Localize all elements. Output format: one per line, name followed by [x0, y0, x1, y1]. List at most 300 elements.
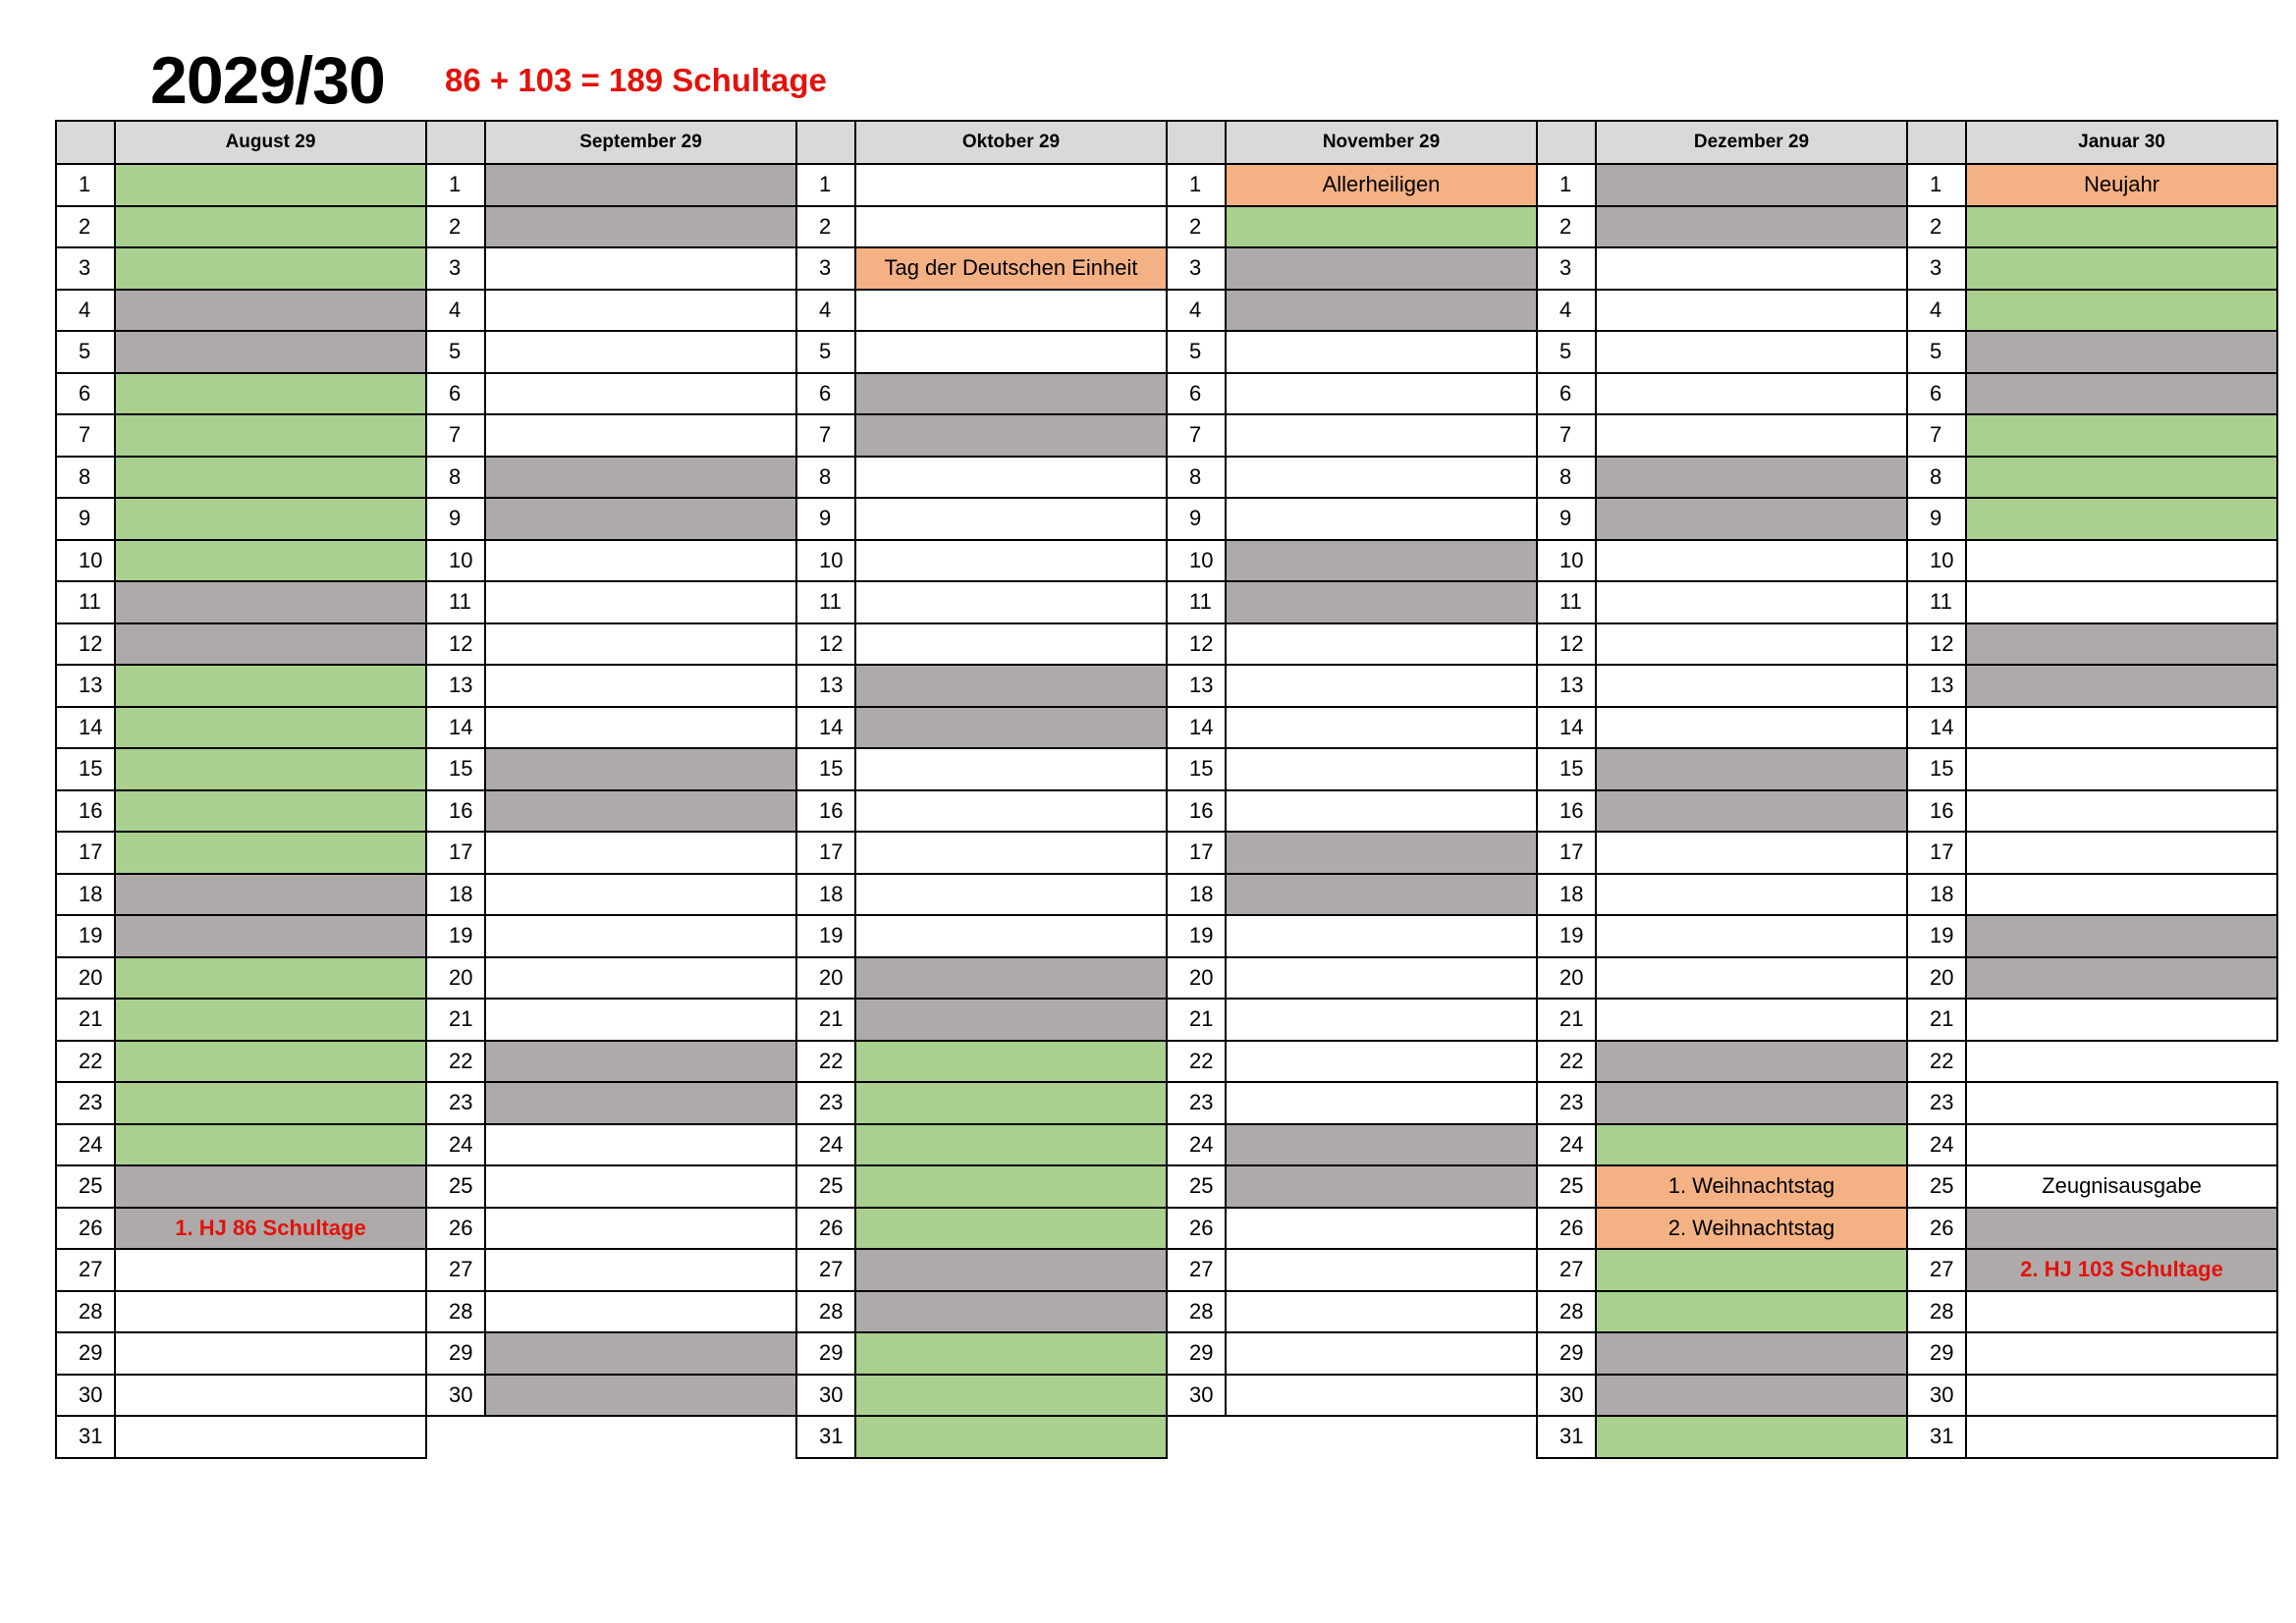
day-number: 3: [1166, 246, 1227, 291]
day-cell: [114, 1040, 427, 1084]
day-number: 22: [795, 1040, 856, 1084]
day-cell: [1595, 205, 1908, 249]
day-cell: [1595, 1123, 1908, 1167]
day-cell: [1225, 664, 1538, 708]
day-number: 5: [1166, 330, 1227, 374]
day-cell: [484, 873, 797, 917]
day-cell: [854, 1415, 1168, 1459]
day-number: 20: [425, 956, 486, 1001]
day-number: 18: [795, 873, 856, 917]
day-cell: [1225, 539, 1538, 583]
day-cell: [484, 413, 797, 458]
day-number: 10: [1906, 539, 1967, 583]
day-cell: [1965, 706, 2278, 750]
day-cell: [484, 330, 797, 374]
day-number: 27: [1166, 1248, 1227, 1292]
day-cell: [854, 330, 1168, 374]
day-cell: [114, 413, 427, 458]
day-cell: [1225, 289, 1538, 333]
day-number: 28: [795, 1290, 856, 1334]
day-number: 10: [1536, 539, 1597, 583]
day-number: 24: [1906, 1123, 1967, 1167]
day-cell: [854, 205, 1168, 249]
day-number: 31: [55, 1415, 116, 1459]
day-cell: [484, 1331, 797, 1376]
day-cell: [1595, 372, 1908, 416]
day-cell: [1595, 1081, 1908, 1125]
day-number: 25: [795, 1164, 856, 1209]
day-number: 19: [55, 914, 116, 958]
day-number: 14: [55, 706, 116, 750]
day-number: 29: [1906, 1331, 1967, 1376]
day-cell: [1225, 246, 1538, 291]
day-number: 29: [1166, 1331, 1227, 1376]
day-cell: [484, 914, 797, 958]
day-cell: [854, 372, 1168, 416]
day-number: 17: [1166, 831, 1227, 875]
day-cell: [854, 831, 1168, 875]
day-cell: [1225, 372, 1538, 416]
day-cell: [114, 664, 427, 708]
day-number: 17: [1536, 831, 1597, 875]
day-cell: [1965, 539, 2278, 583]
day-cell: [1225, 497, 1538, 541]
day-cell: [854, 163, 1168, 207]
day-cell: [114, 372, 427, 416]
month-header-number-cell: [795, 120, 856, 165]
day-number: 8: [795, 456, 856, 500]
day-cell: [854, 664, 1168, 708]
day-number: 21: [795, 998, 856, 1042]
day-number: 15: [55, 747, 116, 791]
day-number: 5: [795, 330, 856, 374]
day-number: 21: [1166, 998, 1227, 1042]
day-number: 30: [1906, 1374, 1967, 1418]
day-cell: [1595, 1331, 1908, 1376]
month-header: Januar 30: [1965, 120, 2278, 165]
day-number: 23: [425, 1081, 486, 1125]
day-number: 14: [1166, 706, 1227, 750]
day-number: 7: [1906, 413, 1967, 458]
day-number: 25: [425, 1164, 486, 1209]
day-cell: [854, 747, 1168, 791]
day-cell: [484, 289, 797, 333]
day-cell: [1965, 747, 2278, 791]
day-number: 25: [1536, 1164, 1597, 1209]
day-number: 1: [1166, 163, 1227, 207]
day-number: 6: [795, 372, 856, 416]
day-number: 20: [1906, 956, 1967, 1001]
day-cell: [1965, 1290, 2278, 1334]
day-number: 1: [425, 163, 486, 207]
day-number: 26: [1166, 1207, 1227, 1251]
day-cell: [854, 706, 1168, 750]
day-number: 18: [1536, 873, 1597, 917]
school-days-summary: 86 + 103 = 189 Schultage: [445, 62, 827, 98]
day-number: 17: [55, 831, 116, 875]
day-number: 3: [795, 246, 856, 291]
day-cell: [114, 497, 427, 541]
day-number: 12: [1166, 622, 1227, 667]
day-cell: [1595, 998, 1908, 1042]
day-number: 15: [1166, 747, 1227, 791]
day-number: 27: [795, 1248, 856, 1292]
day-cell: [484, 1123, 797, 1167]
day-cell: [114, 539, 427, 583]
day-number: 28: [1536, 1290, 1597, 1334]
day-cell: [854, 956, 1168, 1001]
day-number: 10: [795, 539, 856, 583]
day-cell: [114, 163, 427, 207]
day-number: 31: [1906, 1415, 1967, 1459]
day-number: 12: [795, 622, 856, 667]
day-cell: [854, 1290, 1168, 1334]
day-cell: [484, 163, 797, 207]
page-title: 2029/30: [150, 43, 385, 118]
day-cell: [484, 1207, 797, 1251]
day-number: 12: [425, 622, 486, 667]
day-number: 12: [1536, 622, 1597, 667]
day-number: 13: [55, 664, 116, 708]
day-cell: [854, 289, 1168, 333]
day-number: 14: [1536, 706, 1597, 750]
day-number: 27: [425, 1248, 486, 1292]
day-number: 1: [55, 163, 116, 207]
day-number: 25: [1166, 1164, 1227, 1209]
day-number: 4: [55, 289, 116, 333]
day-cell: [114, 1248, 427, 1292]
day-number: 30: [1166, 1374, 1227, 1418]
month-header-number-cell: [1906, 120, 1967, 165]
day-number: 30: [55, 1374, 116, 1418]
day-cell: [114, 706, 427, 750]
day-number: 7: [425, 413, 486, 458]
day-number: 23: [1906, 1081, 1967, 1125]
day-number: 18: [1166, 873, 1227, 917]
day-number: 2: [55, 205, 116, 249]
day-number: 27: [1536, 1248, 1597, 1292]
day-number: 27: [1906, 1248, 1967, 1292]
day-number: 24: [425, 1123, 486, 1167]
day-cell: [1965, 289, 2278, 333]
day-number: 6: [1166, 372, 1227, 416]
day-cell: [1595, 289, 1908, 333]
day-number: 13: [1536, 664, 1597, 708]
day-number: 29: [425, 1331, 486, 1376]
day-cell: [1225, 1081, 1538, 1125]
day-number: 8: [1166, 456, 1227, 500]
day-cell: [1225, 622, 1538, 667]
day-cell: [1595, 1415, 1908, 1459]
day-cell: [1595, 873, 1908, 917]
day-cell: [1595, 497, 1908, 541]
day-cell: 1. Weihnachtstag: [1595, 1164, 1908, 1209]
day-number: 14: [425, 706, 486, 750]
day-number: 14: [1906, 706, 1967, 750]
day-number: 3: [1536, 246, 1597, 291]
day-cell: 1. HJ 86 Schultage: [114, 1207, 427, 1251]
day-cell: [1965, 1123, 2278, 1167]
day-number: 30: [1536, 1374, 1597, 1418]
day-cell: [854, 1123, 1168, 1167]
month-header-number-cell: [425, 120, 486, 165]
day-cell: [1595, 330, 1908, 374]
month-header: Oktober 29: [854, 120, 1168, 165]
day-number: 5: [425, 330, 486, 374]
day-number: 22: [1906, 1040, 1967, 1084]
day-number: 8: [1536, 456, 1597, 500]
day-number: 9: [1536, 497, 1597, 541]
day-cell: [1225, 456, 1538, 500]
day-number: 2: [1166, 205, 1227, 249]
day-cell: [1595, 831, 1908, 875]
day-number: 16: [55, 789, 116, 834]
day-cell: [1595, 1374, 1908, 1418]
day-cell: [1965, 205, 2278, 249]
day-cell: [114, 1081, 427, 1125]
day-cell: [484, 246, 797, 291]
day-number: 23: [55, 1081, 116, 1125]
day-number: 7: [55, 413, 116, 458]
day-number: 5: [1906, 330, 1967, 374]
day-number: 23: [1166, 1081, 1227, 1125]
day-number: 24: [55, 1123, 116, 1167]
day-cell: [854, 1040, 1168, 1084]
month-header-number-cell: [1166, 120, 1227, 165]
day-number: 2: [1536, 205, 1597, 249]
day-cell: [1595, 163, 1908, 207]
day-number: 17: [795, 831, 856, 875]
day-number: 28: [1906, 1290, 1967, 1334]
day-cell: [1965, 873, 2278, 917]
day-cell: [1595, 246, 1908, 291]
day-cell: [484, 205, 797, 249]
day-cell: [1595, 1040, 1908, 1084]
day-number: 23: [795, 1081, 856, 1125]
day-cell: [114, 873, 427, 917]
day-number: 17: [1906, 831, 1967, 875]
day-cell: [1965, 1081, 2278, 1125]
day-number: 9: [55, 497, 116, 541]
day-cell: [854, 1248, 1168, 1292]
day-cell: [1595, 706, 1908, 750]
day-cell: 2. HJ 103 Schultage: [1965, 1248, 2278, 1292]
day-number: 18: [1906, 873, 1967, 917]
day-number: 24: [1166, 1123, 1227, 1167]
day-number: 15: [795, 747, 856, 791]
day-number: 3: [55, 246, 116, 291]
day-cell: [484, 831, 797, 875]
day-number: 15: [1906, 747, 1967, 791]
day-number: 10: [55, 539, 116, 583]
day-cell: [484, 706, 797, 750]
day-cell: [1225, 413, 1538, 458]
day-number: 1: [1906, 163, 1967, 207]
month-header: September 29: [484, 120, 797, 165]
day-cell: [1965, 1415, 2278, 1459]
day-number: 4: [795, 289, 856, 333]
day-cell: [1225, 205, 1538, 249]
day-number: 11: [795, 580, 856, 624]
day-cell: [854, 914, 1168, 958]
day-number: 13: [1166, 664, 1227, 708]
day-number: 21: [55, 998, 116, 1042]
day-cell: [484, 539, 797, 583]
day-number: 7: [795, 413, 856, 458]
day-cell: [484, 456, 797, 500]
day-cell: [114, 330, 427, 374]
day-number: 13: [425, 664, 486, 708]
day-cell: [114, 289, 427, 333]
day-number: 18: [55, 873, 116, 917]
day-cell: [484, 789, 797, 834]
day-cell: [854, 1081, 1168, 1125]
day-cell: [1595, 914, 1908, 958]
day-cell: [484, 956, 797, 1001]
day-cell: [854, 622, 1168, 667]
day-number: 22: [55, 1040, 116, 1084]
day-number: 19: [1906, 914, 1967, 958]
day-cell: [1595, 413, 1908, 458]
day-number: 19: [795, 914, 856, 958]
day-number: 24: [795, 1123, 856, 1167]
day-number: 8: [425, 456, 486, 500]
day-cell: [1965, 372, 2278, 416]
day-number: 9: [795, 497, 856, 541]
day-cell: [484, 1374, 797, 1418]
day-number: 9: [1906, 497, 1967, 541]
day-cell: [1225, 914, 1538, 958]
day-cell: [1965, 246, 2278, 291]
day-number: 10: [1166, 539, 1227, 583]
day-number: 16: [795, 789, 856, 834]
day-number: 5: [55, 330, 116, 374]
day-cell: [1225, 789, 1538, 834]
day-cell: [854, 413, 1168, 458]
day-number: 21: [425, 998, 486, 1042]
day-cell: [1595, 539, 1908, 583]
month-header: November 29: [1225, 120, 1538, 165]
day-number: 26: [1536, 1207, 1597, 1251]
day-cell: [1225, 1164, 1538, 1209]
day-cell: [114, 1331, 427, 1376]
day-cell: 2. Weihnachtstag: [1595, 1207, 1908, 1251]
day-number: 11: [425, 580, 486, 624]
day-cell: [114, 956, 427, 1001]
day-cell: [114, 1374, 427, 1418]
day-cell: [114, 914, 427, 958]
day-number: 4: [425, 289, 486, 333]
day-cell: [1965, 998, 2278, 1042]
day-cell: [1965, 664, 2278, 708]
day-number: 2: [1906, 205, 1967, 249]
day-number: 6: [55, 372, 116, 416]
day-number: 19: [1166, 914, 1227, 958]
day-cell: [114, 1123, 427, 1167]
day-cell: [1225, 1290, 1538, 1334]
day-number: 24: [1536, 1123, 1597, 1167]
day-number: 15: [1536, 747, 1597, 791]
day-number: 11: [1536, 580, 1597, 624]
day-cell: [1965, 831, 2278, 875]
day-cell: [1225, 747, 1538, 791]
day-number: 16: [1166, 789, 1227, 834]
day-number: 6: [1536, 372, 1597, 416]
month-header: Dezember 29: [1595, 120, 1908, 165]
day-cell: [1965, 330, 2278, 374]
day-number: 17: [425, 831, 486, 875]
day-number: 1: [1536, 163, 1597, 207]
day-cell: [1225, 1374, 1538, 1418]
day-cell: [1595, 747, 1908, 791]
day-cell: [1225, 1248, 1538, 1292]
day-cell: [1225, 873, 1538, 917]
day-cell: [854, 873, 1168, 917]
day-cell: [1225, 998, 1538, 1042]
day-number: 11: [55, 580, 116, 624]
day-cell: [114, 998, 427, 1042]
day-cell: [854, 1374, 1168, 1418]
day-number: 19: [425, 914, 486, 958]
day-cell: [484, 372, 797, 416]
month-header: August 29: [114, 120, 427, 165]
day-cell: Tag der Deutschen Einheit: [854, 246, 1168, 291]
day-number: 29: [795, 1331, 856, 1376]
day-cell: [1225, 1207, 1538, 1251]
day-number: 16: [425, 789, 486, 834]
day-number: 30: [795, 1374, 856, 1418]
day-cell: Zeugnisausgabe: [1965, 1164, 2278, 1209]
day-cell: [1595, 456, 1908, 500]
day-cell: [484, 1164, 797, 1209]
day-cell: Allerheiligen: [1225, 163, 1538, 207]
day-number: 23: [1536, 1081, 1597, 1125]
day-number: 26: [425, 1207, 486, 1251]
day-cell: [854, 497, 1168, 541]
day-number: 14: [795, 706, 856, 750]
month-header-number-cell: [1536, 120, 1597, 165]
day-cell: [1965, 413, 2278, 458]
day-cell: [1965, 956, 2278, 1001]
day-cell: [1965, 580, 2278, 624]
day-cell: [1965, 1374, 2278, 1418]
day-cell: [1225, 956, 1538, 1001]
day-cell: [1965, 456, 2278, 500]
day-number: 16: [1906, 789, 1967, 834]
day-cell: [114, 1415, 427, 1459]
day-cell: [1965, 1331, 2278, 1376]
day-cell: [484, 664, 797, 708]
day-number: 26: [1906, 1207, 1967, 1251]
day-number: 25: [1906, 1164, 1967, 1209]
day-cell: [114, 1290, 427, 1334]
day-number: 8: [55, 456, 116, 500]
day-cell: [1225, 1331, 1538, 1376]
day-cell: [854, 580, 1168, 624]
day-number: 26: [795, 1207, 856, 1251]
day-cell: [1595, 789, 1908, 834]
day-number: 26: [55, 1207, 116, 1251]
day-cell: [114, 789, 427, 834]
day-cell: [114, 580, 427, 624]
day-cell: [1595, 1290, 1908, 1334]
day-number: 19: [1536, 914, 1597, 958]
day-cell: [114, 622, 427, 667]
day-number: 4: [1536, 289, 1597, 333]
day-cell: [1965, 914, 2278, 958]
day-number: 21: [1906, 998, 1967, 1042]
day-number: 1: [795, 163, 856, 207]
